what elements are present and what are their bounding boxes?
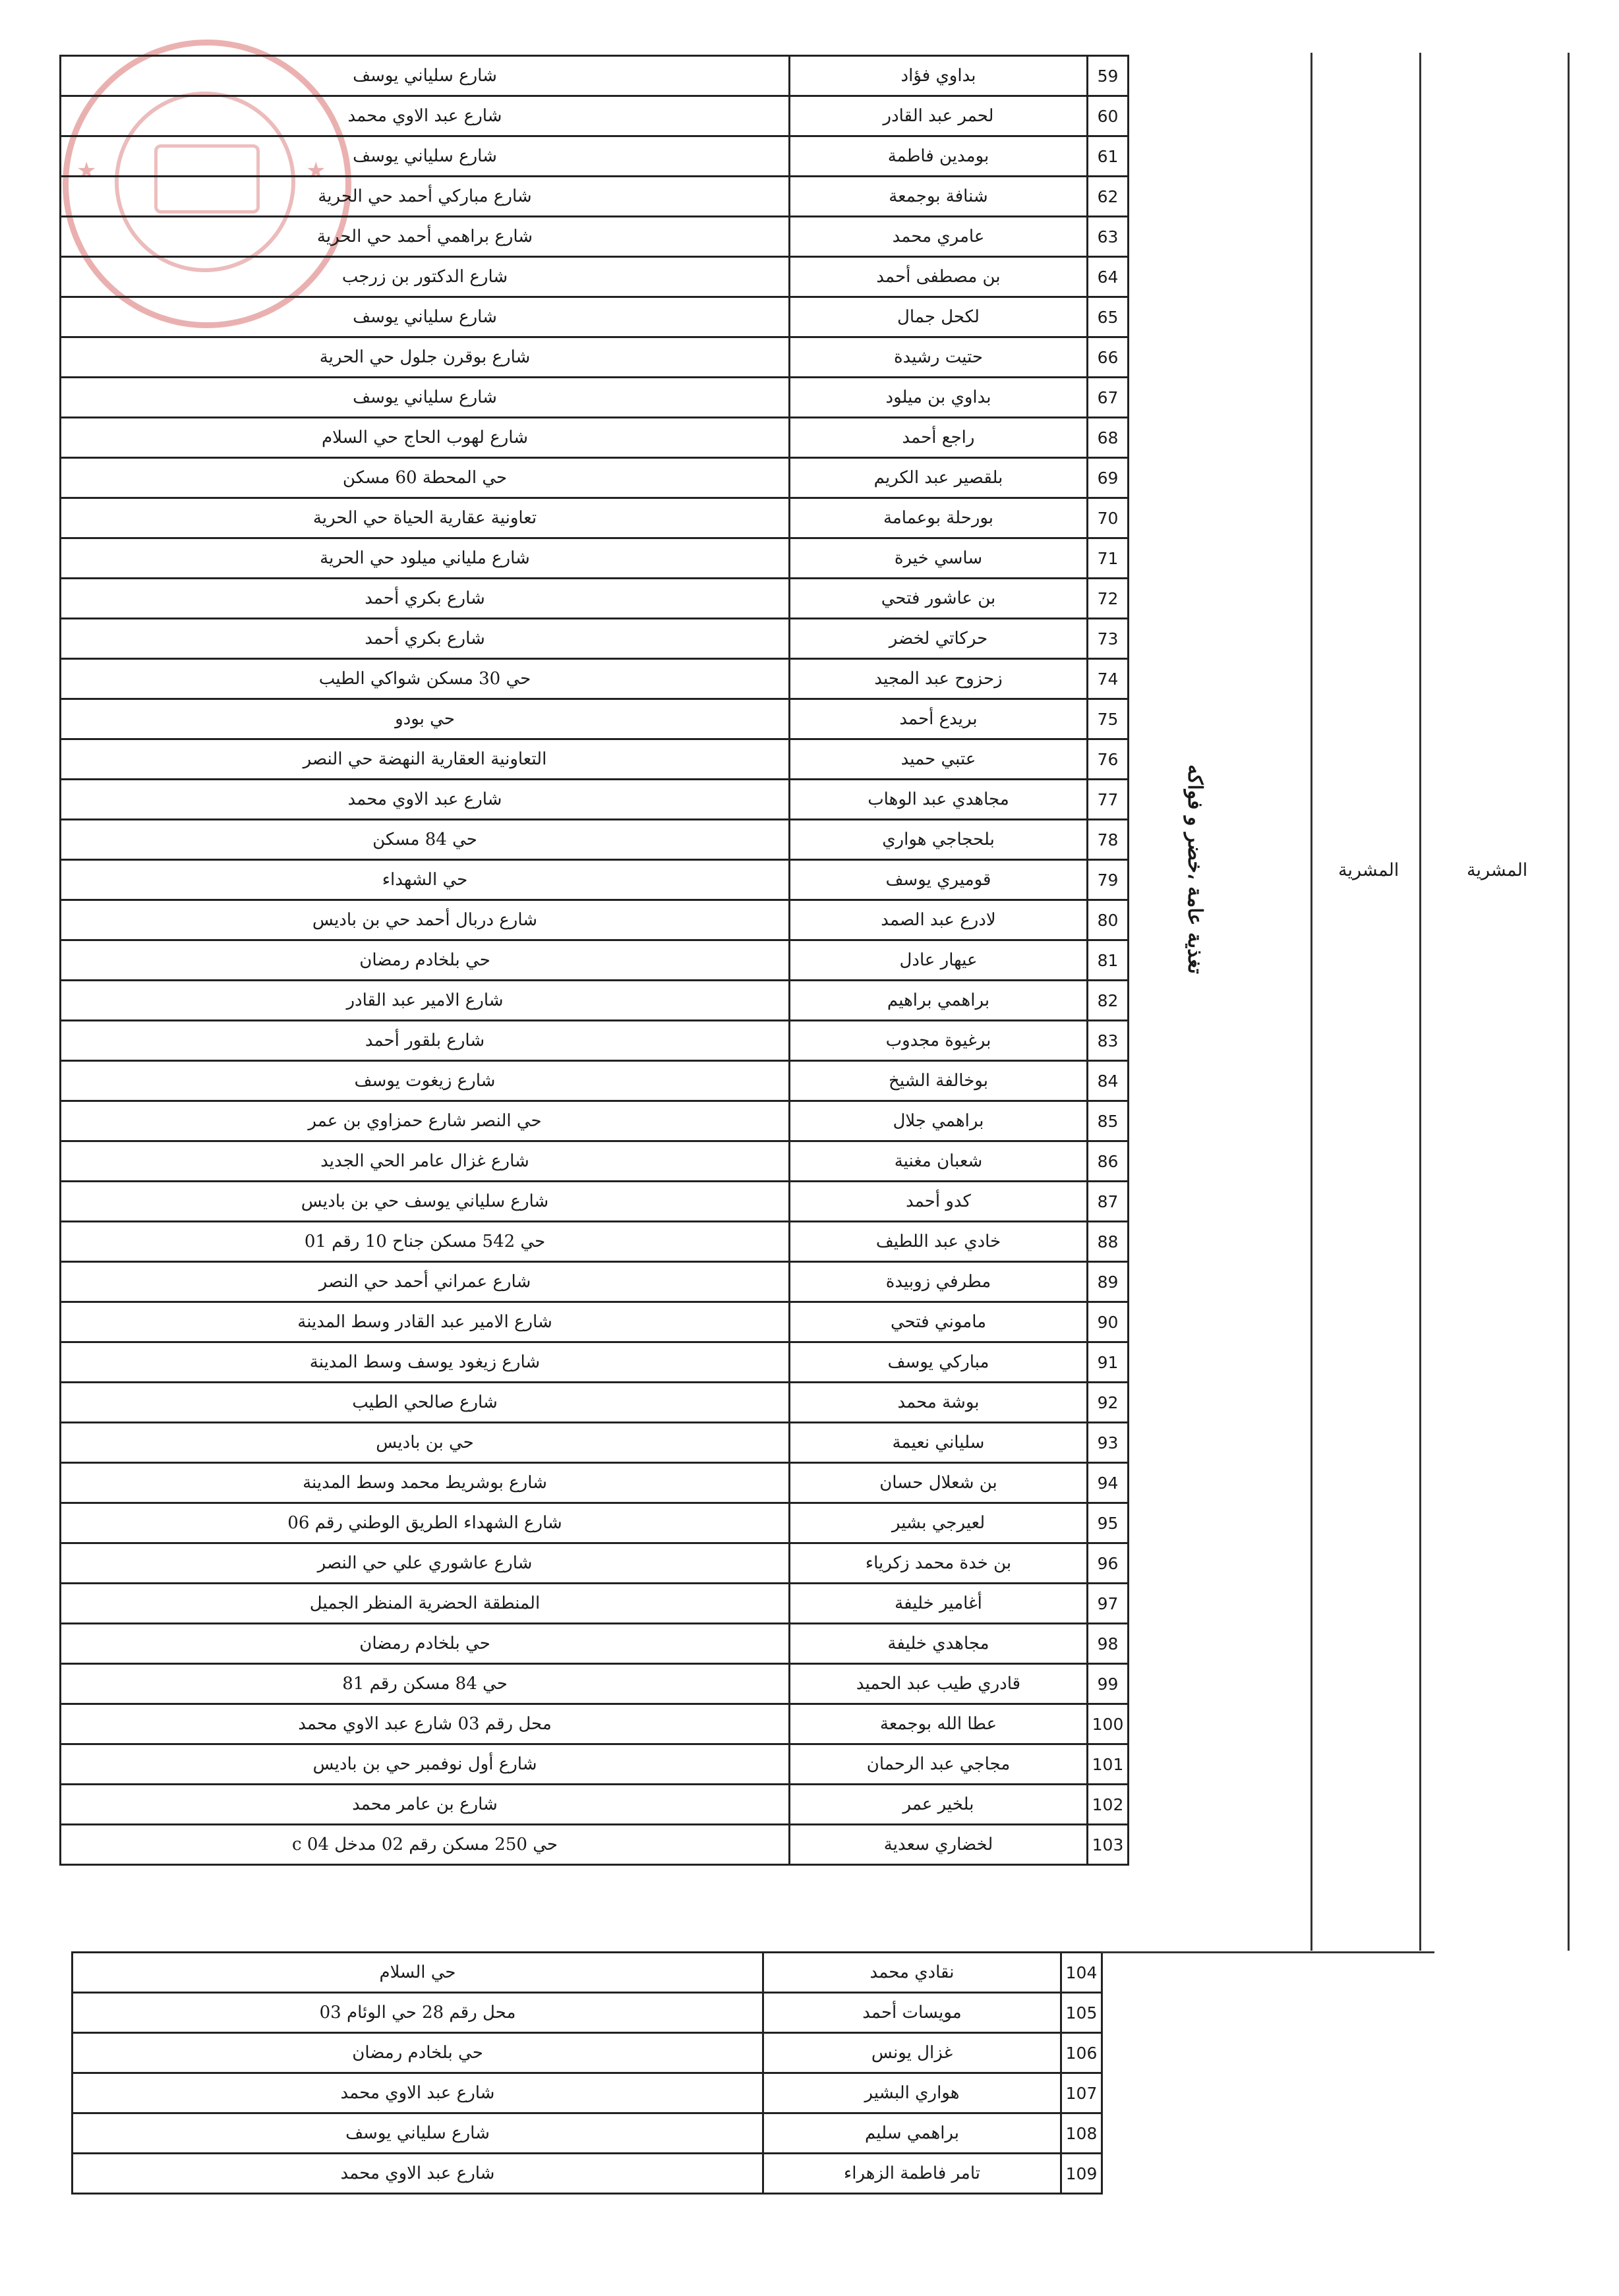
- merchant-address: التعاونية العقارية النهضة حي النصر: [61, 739, 790, 780]
- row-number: 97: [1088, 1584, 1129, 1624]
- column-divider: [1419, 53, 1421, 1951]
- row-number: 77: [1088, 780, 1129, 820]
- table-row: [61, 739, 1129, 780]
- merchant-name: بن شعلال حسان: [790, 1463, 1088, 1503]
- row-number: 94: [1088, 1463, 1129, 1503]
- activity-type-label: تغذية عامة ،خضر و فواكه: [1183, 764, 1206, 974]
- row-number: 79: [1088, 860, 1129, 900]
- table-row: [61, 940, 1129, 981]
- table-row: [61, 458, 1129, 498]
- merchant-name: لكحل جمال: [790, 297, 1088, 337]
- row-number: 106: [1061, 2033, 1102, 2073]
- merchant-address: شارع براهمي أحمد حي الحرية: [61, 217, 790, 257]
- merchant-name: بوخالفة الشيخ: [790, 1061, 1088, 1101]
- merchant-address: شارع الدكتور بن زرجب: [61, 257, 790, 297]
- merchant-name: نقادي محمد: [763, 1953, 1061, 1993]
- row-number: 95: [1088, 1503, 1129, 1543]
- merchant-address: محل رقم 03 شارع عبد الاوي محمد: [61, 1704, 790, 1744]
- row-number: 82: [1088, 981, 1129, 1021]
- merchant-name: حركاتي لخضر: [790, 619, 1088, 659]
- table-row: [61, 1423, 1129, 1463]
- table-row: [61, 1021, 1129, 1061]
- table-row: [61, 860, 1129, 900]
- column-divider: [1310, 53, 1312, 1951]
- merchant-address: شارع أول نوفمبر حي بن باديس: [61, 1744, 790, 1785]
- row-number: 103: [1088, 1825, 1129, 1865]
- stamp-star-icon: ★: [76, 158, 97, 184]
- row-number: 85: [1088, 1101, 1129, 1141]
- merchant-address: شارع سلياني يوسف: [61, 56, 790, 96]
- merchant-address: شارع سلياني يوسف: [73, 2113, 763, 2154]
- merchant-name: شعبان مغنية: [790, 1141, 1088, 1182]
- merchant-address: شارع سلياني يوسف: [61, 378, 790, 418]
- merchant-address: شارع بن عامر محمد: [61, 1785, 790, 1825]
- row-number: 92: [1088, 1383, 1129, 1423]
- merchants-table-part1: [59, 55, 1129, 1866]
- row-number: 91: [1088, 1342, 1129, 1383]
- merchant-address: شارع الامير عبد القادر وسط المدينة: [61, 1302, 790, 1342]
- merchant-name: خادي عبد اللطيف: [790, 1222, 1088, 1262]
- table-row: [61, 1584, 1129, 1624]
- merchant-address: شارع عبد الاوي محمد: [73, 2073, 763, 2113]
- merchant-address: حي بلخادم رمضان: [61, 940, 790, 981]
- row-number: 88: [1088, 1222, 1129, 1262]
- merchant-name: عتبي حميد: [790, 739, 1088, 780]
- municipality-label: المشرية: [1338, 860, 1399, 880]
- merchant-name: براهمي براهيم: [790, 981, 1088, 1021]
- merchant-name: بداوي فؤاد: [790, 56, 1088, 96]
- merchant-name: غزال يونس: [763, 2033, 1061, 2073]
- row-number: 62: [1088, 177, 1129, 217]
- row-number: 105: [1061, 1993, 1102, 2033]
- merchant-address: حي المحطة 60 مسكن: [61, 458, 790, 498]
- merchant-address: محل رقم 28 حي الوئام 03: [73, 1993, 763, 2033]
- merchant-name: بن خدة محمد زكرياء: [790, 1543, 1088, 1584]
- row-number: 104: [1061, 1953, 1102, 1993]
- merchant-address: شارع عمراني أحمد حي النصر: [61, 1262, 790, 1302]
- merchant-address: حي 84 مسكن: [61, 820, 790, 860]
- table-row: [61, 1222, 1129, 1262]
- table-row: [61, 1141, 1129, 1182]
- table-row: [61, 981, 1129, 1021]
- row-number: 108: [1061, 2113, 1102, 2154]
- table-row: [73, 1993, 1102, 2033]
- merchant-address: حي 542 مسكن جناح 10 رقم 01: [61, 1222, 790, 1262]
- row-number: 66: [1088, 337, 1129, 378]
- merchant-name: مباركي يوسف: [790, 1342, 1088, 1383]
- merchant-name: عطا الله بوجمعة: [790, 1704, 1088, 1744]
- merchant-name: بوشة محمد: [790, 1383, 1088, 1423]
- merchant-name: بلحجاجي هواري: [790, 820, 1088, 860]
- merchant-name: مويسات أحمد: [763, 1993, 1061, 2033]
- table-row: [61, 96, 1129, 136]
- merchant-name: مجاهدي عبد الوهاب: [790, 780, 1088, 820]
- row-number: 68: [1088, 418, 1129, 458]
- merchant-address: شارع بكري أحمد: [61, 579, 790, 619]
- row-number: 100: [1088, 1704, 1129, 1744]
- merchant-name: ماموني فتحي: [790, 1302, 1088, 1342]
- table-row: [73, 2033, 1102, 2073]
- merchant-name: عيهار عادل: [790, 940, 1088, 981]
- table-row: [61, 297, 1129, 337]
- row-number: 102: [1088, 1785, 1129, 1825]
- merchant-address: حي بن باديس: [61, 1423, 790, 1463]
- row-number: 81: [1088, 940, 1129, 981]
- merchant-address: شارع ملياني ميلود حي الحرية: [61, 538, 790, 579]
- merchant-address: المنطقة الحضرية المنظر الجميل: [61, 1584, 790, 1624]
- merchants-table-body: [73, 1953, 1102, 2194]
- table-row: [61, 1302, 1129, 1342]
- merchant-address: شارع سلياني يوسف: [61, 136, 790, 177]
- table-row: [61, 780, 1129, 820]
- merchant-address: حي بلخادم رمضان: [61, 1624, 790, 1664]
- merchant-name: زحزوح عبد المجيد: [790, 659, 1088, 699]
- merchant-address: شارع زيغوت يوسف: [61, 1061, 790, 1101]
- merchant-address: حي الشهداء: [61, 860, 790, 900]
- table-row: [61, 337, 1129, 378]
- table-row: [61, 1262, 1129, 1302]
- table-row: [61, 1624, 1129, 1664]
- merchant-name: سلياني نعيمة: [790, 1423, 1088, 1463]
- row-divider: [1101, 1951, 1434, 1953]
- table-row: [61, 1182, 1129, 1222]
- table-row: [61, 136, 1129, 177]
- row-number: 109: [1061, 2154, 1102, 2194]
- merchant-address: شارع سلياني يوسف: [61, 297, 790, 337]
- row-number: 96: [1088, 1543, 1129, 1584]
- merchant-name: لحمر عبد القادر: [790, 96, 1088, 136]
- row-number: 65: [1088, 297, 1129, 337]
- merchant-name: قادري طيب عبد الحميد: [790, 1664, 1088, 1704]
- merchant-address: شارع صالحي الطيب: [61, 1383, 790, 1423]
- row-number: 72: [1088, 579, 1129, 619]
- merchant-name: بن مصطفى أحمد: [790, 257, 1088, 297]
- merchant-address: حي السلام: [73, 1953, 763, 1993]
- merchant-name: قوميري يوسف: [790, 860, 1088, 900]
- merchant-name: راجع أحمد: [790, 418, 1088, 458]
- merchant-address: حي النصر شارع حمزاوي بن عمر: [61, 1101, 790, 1141]
- merchant-address: شارع زيغود يوسف وسط المدينة: [61, 1342, 790, 1383]
- merchant-name: عامري محمد: [790, 217, 1088, 257]
- merchant-address: حي بودو: [61, 699, 790, 739]
- row-number: 83: [1088, 1021, 1129, 1061]
- table-row: [61, 1383, 1129, 1423]
- table-row: [61, 1744, 1129, 1785]
- merchant-address: شارع بوشريط محمد وسط المدينة: [61, 1463, 790, 1503]
- table-row: [61, 418, 1129, 458]
- table-row: [61, 217, 1129, 257]
- merchant-name: كدو أحمد: [790, 1182, 1088, 1222]
- merchant-address: شارع بلقور أحمد: [61, 1021, 790, 1061]
- row-number: 71: [1088, 538, 1129, 579]
- row-number: 67: [1088, 378, 1129, 418]
- merchant-address: شارع غزال عامر الحي الجديد: [61, 1141, 790, 1182]
- merchant-name: لعيرجي بشير: [790, 1503, 1088, 1543]
- merchant-name: تامر فاطمة الزهراء: [763, 2154, 1061, 2194]
- merchant-name: برغيوة مجدوب: [790, 1021, 1088, 1061]
- merchant-name: بداوي بن ميلود: [790, 378, 1088, 418]
- merchant-address: شارع عاشوري علي حي النصر: [61, 1543, 790, 1584]
- merchant-address: شارع عبد الاوي محمد: [73, 2154, 763, 2194]
- row-number: 90: [1088, 1302, 1129, 1342]
- stamp-star-icon: ★: [306, 158, 326, 184]
- merchant-name: ساسي خيرة: [790, 538, 1088, 579]
- table-row: [61, 820, 1129, 860]
- row-number: 69: [1088, 458, 1129, 498]
- row-number: 74: [1088, 659, 1129, 699]
- row-number: 101: [1088, 1744, 1129, 1785]
- merchant-name: براهمي جلال: [790, 1101, 1088, 1141]
- merchant-name: مطرفي زوبيدة: [790, 1262, 1088, 1302]
- table-row: [61, 257, 1129, 297]
- table-row: [61, 1503, 1129, 1543]
- row-number: 73: [1088, 619, 1129, 659]
- merchant-address: حي 250 مسكن رقم 02 مدخل 04 c: [61, 1825, 790, 1865]
- table-row: [61, 659, 1129, 699]
- table-row: [73, 2073, 1102, 2113]
- row-number: 78: [1088, 820, 1129, 860]
- row-number: 93: [1088, 1423, 1129, 1463]
- merchant-address: شارع سلياني يوسف حي بن باديس: [61, 1182, 790, 1222]
- row-number: 63: [1088, 217, 1129, 257]
- table-row: [61, 1825, 1129, 1865]
- table-row: [61, 1704, 1129, 1744]
- row-number: 76: [1088, 739, 1129, 780]
- table-row: [61, 1664, 1129, 1704]
- row-number: 99: [1088, 1664, 1129, 1704]
- table-row: [61, 1543, 1129, 1584]
- merchant-name: لخضاري سعدية: [790, 1825, 1088, 1865]
- merchant-name: حتيت رشيدة: [790, 337, 1088, 378]
- table-row: [61, 1463, 1129, 1503]
- merchant-address: شارع الامير عبد القادر: [61, 981, 790, 1021]
- merchant-name: هواري البشير: [763, 2073, 1061, 2113]
- table-row: [61, 1785, 1129, 1825]
- table-row: [61, 1101, 1129, 1141]
- merchants-table-part2: [71, 1951, 1103, 2195]
- merchant-address: شارع مباركي أحمد حي الحرية: [61, 177, 790, 217]
- table-row: [61, 56, 1129, 96]
- table-row: [61, 619, 1129, 659]
- merchant-name: بلخير عمر: [790, 1785, 1088, 1825]
- row-number: 61: [1088, 136, 1129, 177]
- merchant-name: أغامير خليفة: [790, 1584, 1088, 1624]
- row-number: 70: [1088, 498, 1129, 538]
- row-number: 80: [1088, 900, 1129, 940]
- table-row: [61, 1342, 1129, 1383]
- merchant-address: حي 84 مسكن رقم 81: [61, 1664, 790, 1704]
- row-number: 60: [1088, 96, 1129, 136]
- row-number: 86: [1088, 1141, 1129, 1182]
- merchant-name: لادرع عبد الصمد: [790, 900, 1088, 940]
- column-divider: [1568, 53, 1570, 1951]
- table-row: [61, 378, 1129, 418]
- merchant-name: شنافة بوجمعة: [790, 177, 1088, 217]
- table-row: [61, 579, 1129, 619]
- table-row: [61, 538, 1129, 579]
- merchant-address: شارع عبد الاوي محمد: [61, 780, 790, 820]
- table-row: [61, 177, 1129, 217]
- merchant-address: شارع الشهداء الطريق الوطني رقم 06: [61, 1503, 790, 1543]
- merchant-name: بريدع أحمد: [790, 699, 1088, 739]
- table-row: [61, 900, 1129, 940]
- table-row: [61, 699, 1129, 739]
- merchant-name: بلقصير عبد الكريم: [790, 458, 1088, 498]
- row-number: 64: [1088, 257, 1129, 297]
- merchant-address: شارع بكري أحمد: [61, 619, 790, 659]
- table-row: [73, 2113, 1102, 2154]
- merchant-address: شارع دربال أحمد حي بن باديس: [61, 900, 790, 940]
- daira-label: المشرية: [1467, 860, 1528, 880]
- table-row: [61, 1061, 1129, 1101]
- merchant-name: بومدين فاطمة: [790, 136, 1088, 177]
- merchant-address: حي 30 مسكن شواكي الطيب: [61, 659, 790, 699]
- merchant-name: براهمي سليم: [763, 2113, 1061, 2154]
- row-number: 98: [1088, 1624, 1129, 1664]
- merchant-address: شارع عبد الاوي محمد: [61, 96, 790, 136]
- merchant-name: مجاهدي خليفة: [790, 1624, 1088, 1664]
- table-row: [61, 498, 1129, 538]
- merchant-address: شارع بوقرن جلول حي الحرية: [61, 337, 790, 378]
- row-number: 89: [1088, 1262, 1129, 1302]
- merchant-address: تعاونية عقارية الحياة حي الحرية: [61, 498, 790, 538]
- merchant-address: شارع لهوب الحاج حي السلام: [61, 418, 790, 458]
- merchant-name: مجاجي عبد الرحمان: [790, 1744, 1088, 1785]
- merchant-address: حي بلخادم رمضان: [73, 2033, 763, 2073]
- merchants-table-body: [61, 56, 1129, 1865]
- row-number: 75: [1088, 699, 1129, 739]
- row-number: 59: [1088, 56, 1129, 96]
- row-number: 107: [1061, 2073, 1102, 2113]
- merchant-name: بورحلة بوعمامة: [790, 498, 1088, 538]
- table-row: [73, 2154, 1102, 2194]
- table-row: [73, 1953, 1102, 1993]
- row-number: 87: [1088, 1182, 1129, 1222]
- row-number: 84: [1088, 1061, 1129, 1101]
- merchant-name: بن عاشور فتحي: [790, 579, 1088, 619]
